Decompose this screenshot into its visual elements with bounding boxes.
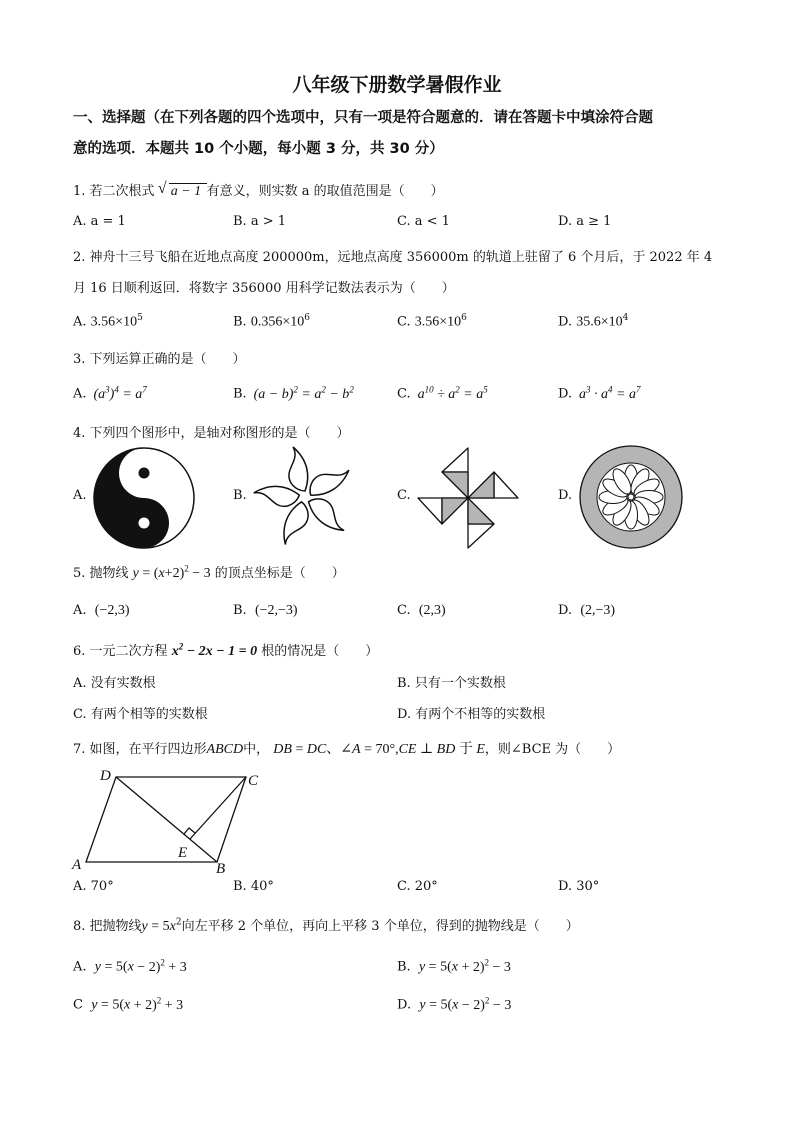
q2-option-d[interactable]: D. $35.6\times 10^4$ bbox=[558, 313, 629, 330]
q6-option-c[interactable]: C. 有两个相等的实数根 bbox=[73, 707, 208, 722]
question-1-stem bbox=[73, 180, 444, 200]
q5-option-b[interactable]: B. (−2,−3) bbox=[233, 603, 298, 618]
q4-option-d-label[interactable]: D. bbox=[558, 488, 573, 503]
question-3-stem: 3. 下列运算正确的是（ ） bbox=[73, 352, 246, 367]
q7-option-d[interactable]: D. 30° bbox=[558, 879, 600, 894]
q5-option-a[interactable]: A. (−2,3) bbox=[73, 603, 130, 618]
q8-option-d[interactable]: D. $y = 5(x - 2)^2 - 3$ bbox=[397, 995, 512, 1013]
q4-option-c-label[interactable]: C. bbox=[397, 488, 411, 503]
question-5-stem: 5. 抛物线 $y = (x+2)^2 - 3$ 的顶点坐标是（ ） bbox=[73, 563, 345, 581]
q6-option-b[interactable]: B. 只有一个实数根 bbox=[397, 676, 506, 691]
question-8-stem: 8. 把抛物线$y = 5x^2$向左平移 2 个单位，再向上平移 3 个单位，得到的抛物线是（ ） bbox=[73, 917, 579, 934]
vertex-label-e: E bbox=[178, 845, 188, 861]
question-2-line-1: 2. 神舟十三号飞船在近地点高度 200000m，远地点高度 356000m 的轨道上驻留了 6 个月后，于 2022 年 4 bbox=[73, 250, 713, 265]
q3-option-d[interactable]: D. $a^3 \cdot a^4 = a^7$ bbox=[558, 384, 641, 402]
vertex-label-a: A bbox=[72, 857, 82, 873]
q7-option-a[interactable]: A. 70° bbox=[73, 879, 114, 894]
q5-option-c[interactable]: C. (2,3) bbox=[397, 603, 446, 618]
question-6-stem: 6. 一元二次方程 $x^2 - 2x - 1 = 0$ 根的情况是（ ） bbox=[73, 641, 379, 659]
q1-option-d[interactable]: D. a ≥ 1 bbox=[558, 214, 612, 229]
question-4-stem: 4. 下列四个图形中，是轴对称图形的是（ ） bbox=[73, 426, 350, 441]
q6-option-d[interactable]: D. 有两个不相等的实数根 bbox=[397, 707, 546, 722]
section-header-line-2: 意的选项．本题共 10 个小题，每小题 3 分，共 30 分） bbox=[73, 141, 444, 157]
q1-option-b[interactable]: B. a > 1 bbox=[233, 214, 286, 229]
q2-option-a[interactable]: A. $3.56\times 10^5$ bbox=[73, 313, 143, 330]
q4-option-b-label[interactable]: B. bbox=[233, 488, 247, 503]
q2-option-b[interactable]: B. $0.356\times 10^6$ bbox=[233, 313, 310, 330]
question-7-stem: 7. 如图，在平行四边形ABCD中， DB = DC、∠A = 70°,CE ⊥ BD 于 E，则∠BCE 为（ ） bbox=[73, 742, 621, 757]
q7-option-b[interactable]: B. 40° bbox=[233, 879, 274, 894]
q5-option-d[interactable]: D. (2,−3) bbox=[558, 603, 616, 618]
q3-option-b[interactable]: B. $(a - b)^2 = a^2 - b^2$ bbox=[233, 384, 354, 402]
q1-option-c[interactable]: C. a < 1 bbox=[397, 214, 450, 229]
q1-suffix: 有意义，则实数 a 的取值范围是（ ） bbox=[206, 184, 444, 199]
rosette-figure[interactable] bbox=[578, 444, 684, 550]
q8-option-c[interactable]: C $y = 5(x + 2)^2 + 3$ bbox=[73, 995, 184, 1013]
vertex-label-b: B bbox=[216, 861, 226, 875]
q1-prefix: 1. 若二次根式 bbox=[73, 184, 155, 199]
radical-sign-icon: √ bbox=[157, 180, 167, 197]
parallelogram-figure[interactable] bbox=[70, 765, 270, 875]
section-header bbox=[73, 103, 723, 165]
q6-option-a[interactable]: A. 没有实数根 bbox=[73, 676, 156, 691]
swirl-flower-figure[interactable] bbox=[250, 442, 360, 552]
q4-option-a-label[interactable]: A. bbox=[73, 488, 87, 503]
q2-option-c[interactable]: C. $3.56\times 10^6$ bbox=[397, 313, 467, 330]
vertex-label-d: D bbox=[100, 768, 111, 784]
vertex-label-c: C bbox=[248, 773, 259, 789]
q3-option-c[interactable]: C. $a^{10} \div a^2 = a^5$ bbox=[397, 384, 488, 402]
pinwheel-figure[interactable] bbox=[416, 446, 520, 550]
yin-yang-figure[interactable] bbox=[92, 446, 196, 550]
q8-option-b[interactable]: B. $y = 5(x + 2)^2 - 3$ bbox=[397, 957, 511, 975]
question-2-line-2: 月 16 日顺利返回．将数字 356000 用科学记数法表示为（ ） bbox=[73, 281, 455, 296]
q1-radicand: √ a − 1 bbox=[169, 183, 207, 199]
section-header-line-1: 一、选择题（在下列各题的四个选项中，只有一项是符合题意的．请在答题卡中填涂符合题 bbox=[73, 110, 653, 126]
q8-option-a[interactable]: A. $y = 5(x - 2)^2 + 3$ bbox=[73, 957, 187, 975]
page-title: 八年级下册数学暑假作业 bbox=[292, 74, 502, 96]
q7-option-c[interactable]: C. 20° bbox=[397, 879, 438, 894]
q1-option-a[interactable]: A. a = 1 bbox=[73, 214, 126, 229]
q3-option-a[interactable]: A. $(a^3)^4 = a^7$ bbox=[73, 384, 147, 402]
